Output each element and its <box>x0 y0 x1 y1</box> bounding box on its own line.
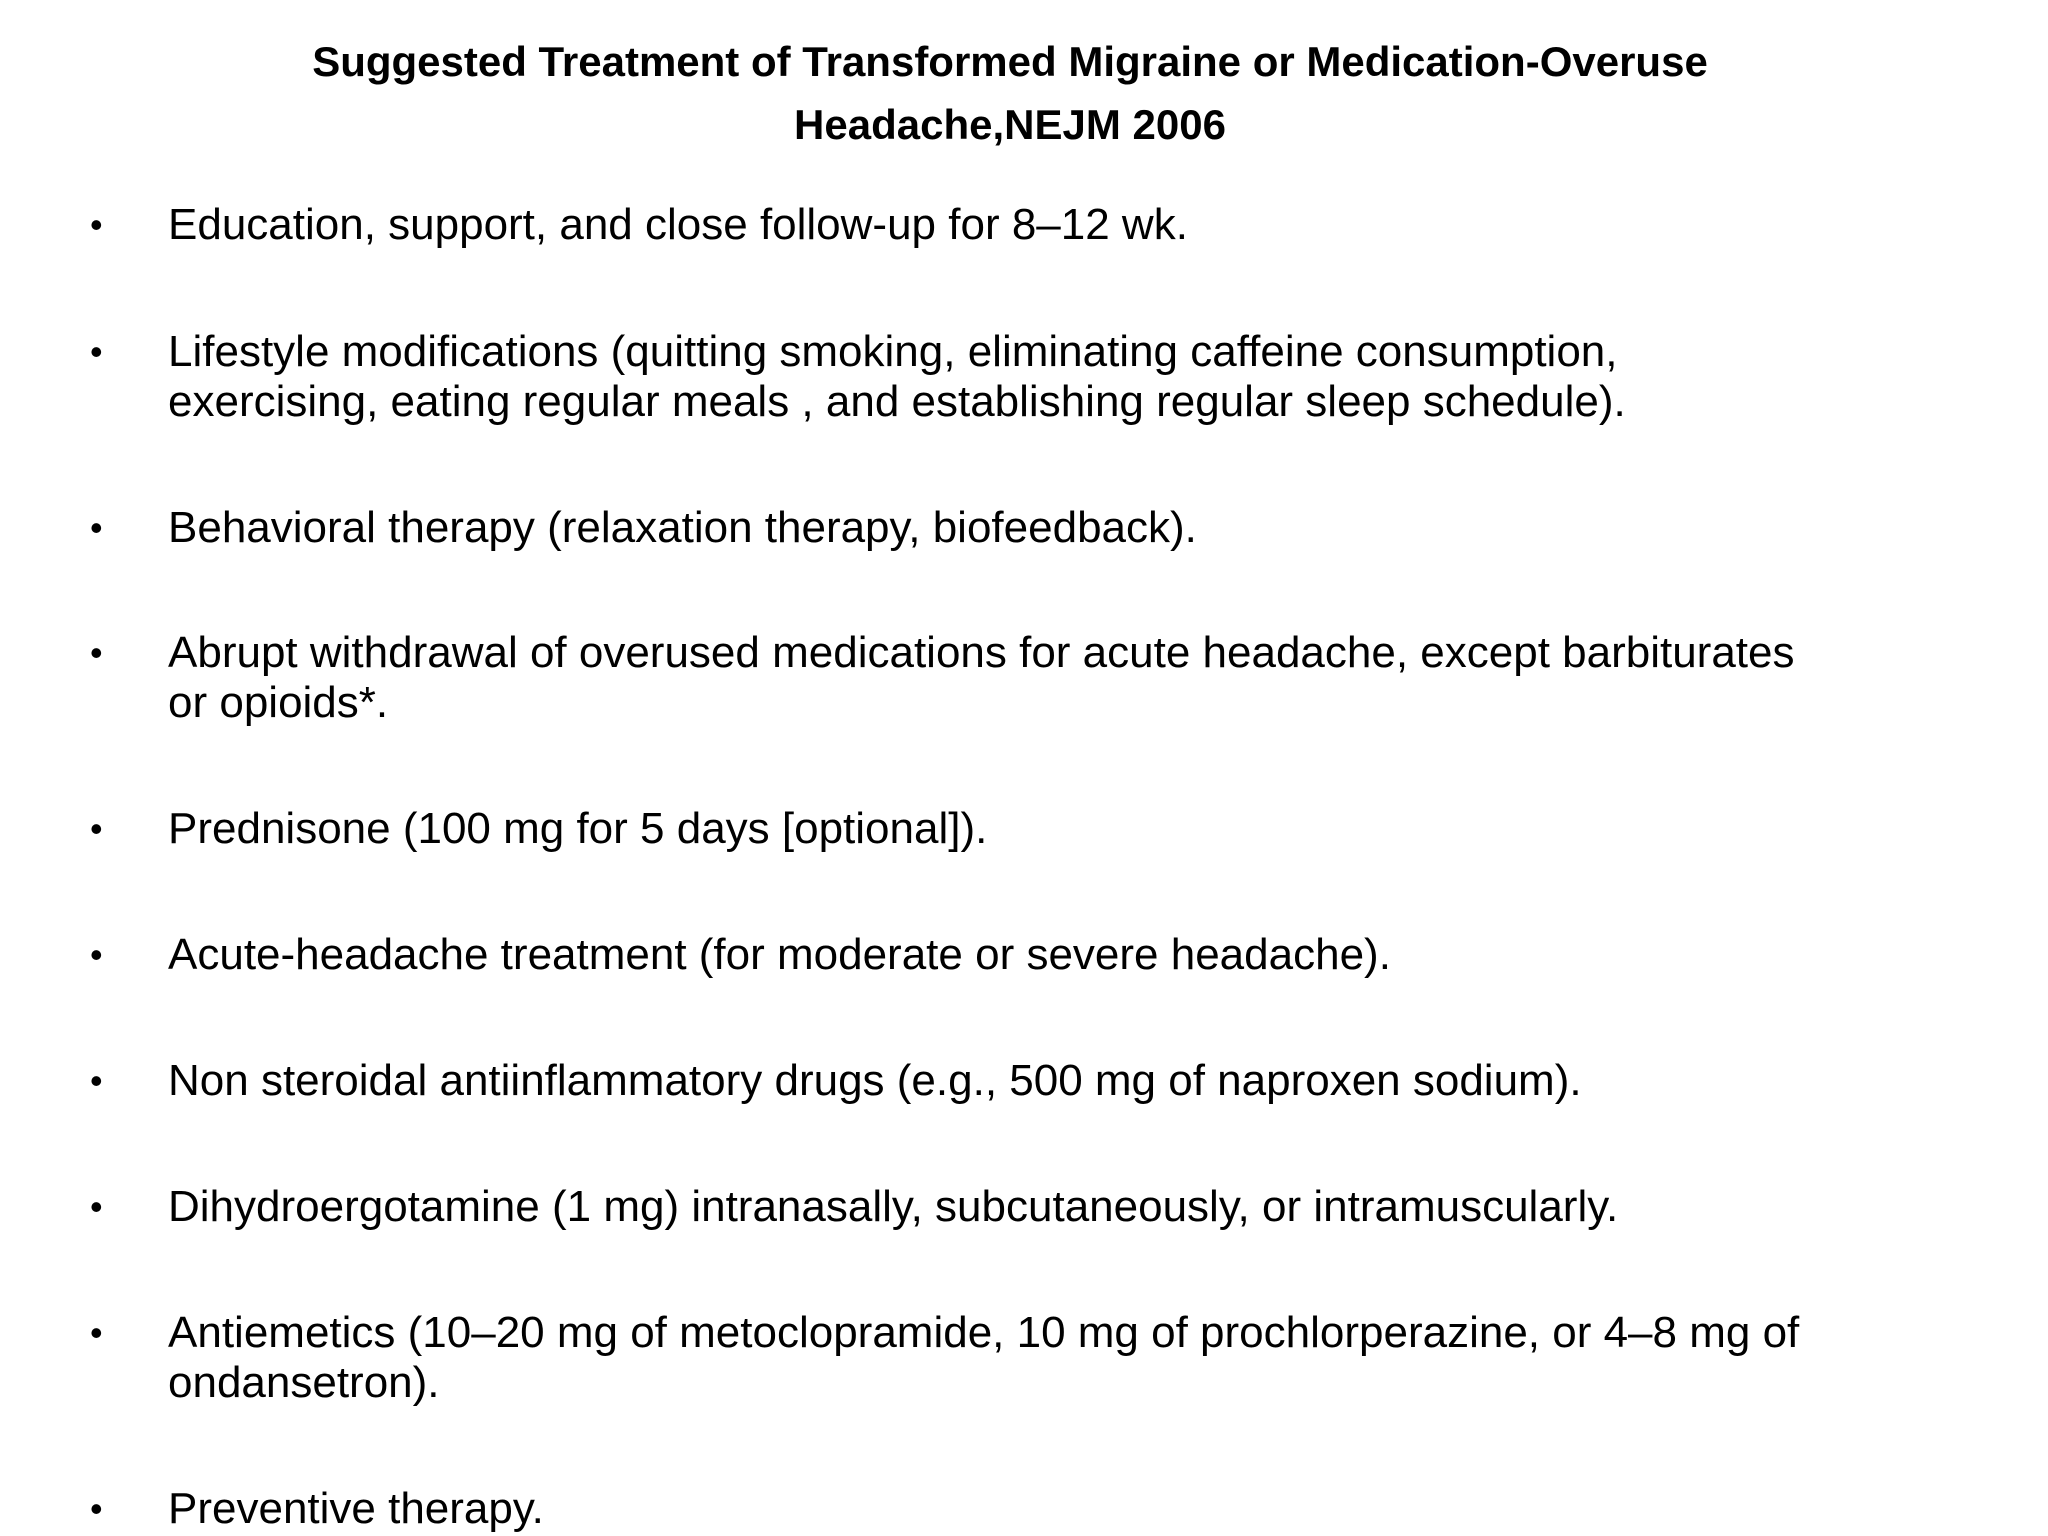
list-item-text: Abrupt withdrawal of overused medications for acute headache, except barbiturates or opioids*. <box>168 628 1795 727</box>
list-item-text: Prednisone (100 mg for 5 days [optional]). <box>168 804 988 853</box>
list-item-text: Antiemetics (10–20 mg of metoclopramide, 10 mg of prochlorperazine, or 4–8 mg of ondansetron). <box>168 1308 1800 1407</box>
list-item-text: Behavioral therapy (relaxation therapy, biofeedback). <box>168 503 1197 552</box>
bullet-glyph: • <box>90 1186 103 1227</box>
bullet-glyph: • <box>90 204 103 245</box>
bullet-glyph: • <box>90 507 103 548</box>
list-item-text: Lifestyle modifications (quitting smoking, eliminating caffeine consumption, exercising, eating regular meals , and establishing regular sleep schedule). <box>168 327 1626 426</box>
bullet-glyph: • <box>90 1060 103 1101</box>
bullet-glyph: • <box>90 934 103 975</box>
bullet-glyph: • <box>90 1312 103 1353</box>
slide-title: Suggested Treatment of Transformed Migraine or Medication-Overuse Headache,NEJM 2006 <box>312 38 1708 148</box>
list-item-text: Dihydroergotamine (1 mg) intranasally, subcutaneously, or intramuscularly. <box>168 1182 1619 1231</box>
bullet-glyph: • <box>90 632 103 673</box>
bullet-glyph: • <box>90 1488 103 1529</box>
bullet-glyph: • <box>90 331 103 372</box>
list-item-text: Acute-headache treatment (for moderate or severe headache). <box>168 930 1391 979</box>
list-item-text: Non steroidal antiinflammatory drugs (e.g., 500 mg of naproxen sodium). <box>168 1056 1582 1105</box>
list-item-text: Education, support, and close follow-up for 8–12 wk. <box>168 200 1188 249</box>
list-item-text: Preventive therapy. <box>168 1484 544 1533</box>
bullet-glyph: • <box>90 808 103 849</box>
